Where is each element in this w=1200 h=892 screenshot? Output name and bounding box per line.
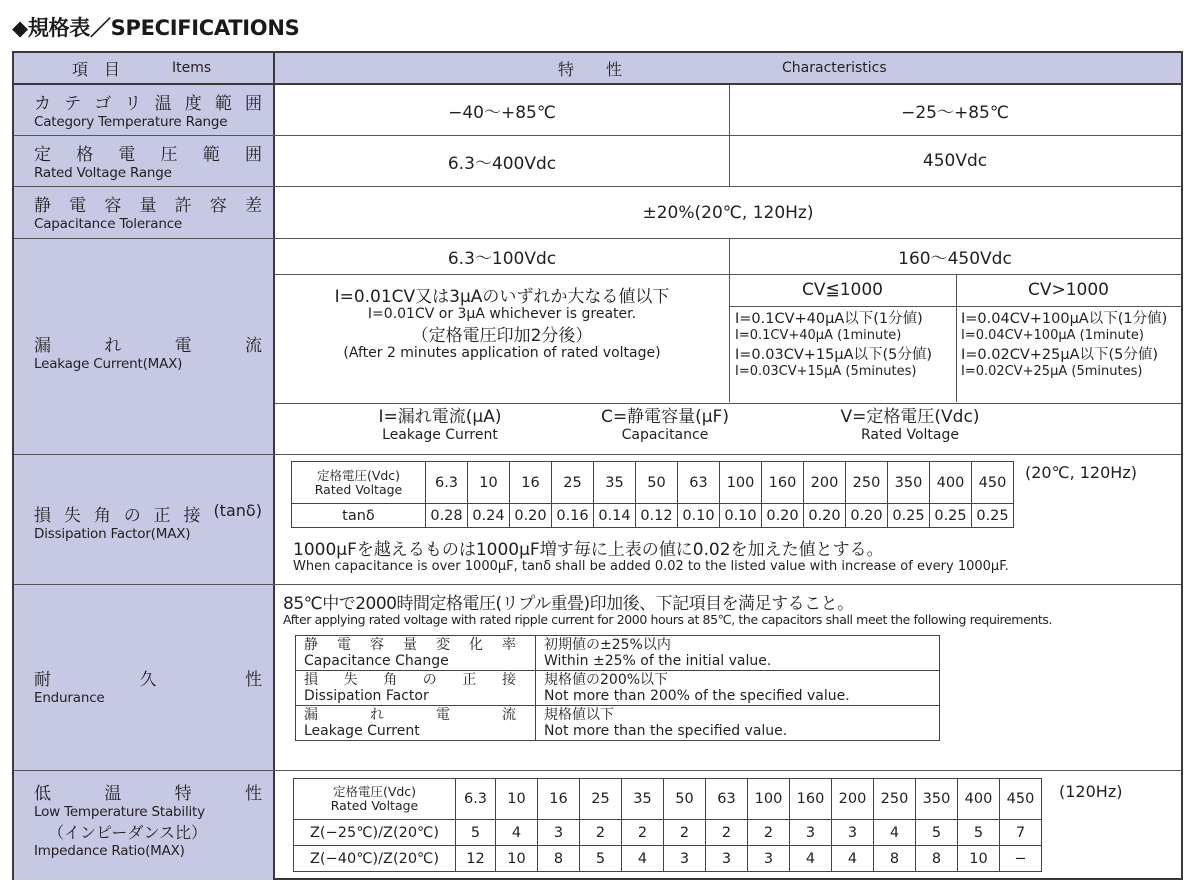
cv-gt-1000-header: CV>1000	[1027, 280, 1109, 300]
row-leakage-current	[14, 239, 1181, 455]
impedance-ratio-table: 定格電圧(Vdc) Rated Voltage 6.3 10 16 25 35 50 63 100 160 200 250 350 400 450 Z(−25℃)/Z(20℃) 5 4 3 2 2 2 2 2 3 3 4 5 5 7 Z(−40℃)/Z(20℃) 12 10 8 5 4 3 3 3 4 4 8 8 10 −	[293, 778, 1042, 872]
legend-capacitance: C=静電容量(μF) Capacitance	[601, 407, 729, 443]
label-jp: カ テ ゴ リ 温 度 範 囲	[34, 94, 262, 114]
voltage-header: 定格電圧(Vdc) Rated Voltage	[294, 779, 456, 820]
header-row	[14, 53, 1181, 85]
endurance-intro-en: After applying rated voltage with rated ripple current for 2000 hours at 85℃, the capacitors shall meet the following requirements.	[283, 612, 1053, 627]
row-endurance	[14, 585, 1181, 771]
label-en: Capacitance Tolerance	[34, 216, 183, 232]
voltage-header: 定格電圧(Vdc) Rated Voltage	[292, 462, 426, 504]
characteristics-header-en: Characteristics	[782, 60, 887, 76]
label-en: Low Temperature Stability	[34, 804, 205, 820]
legend-leakage: I=漏れ電流(μA) Leakage Current	[378, 407, 502, 443]
characteristics-header-jp: 特 性	[558, 59, 623, 79]
leakage-high-range: 160～450Vdc	[898, 249, 1012, 269]
tolerance-value: ±20%(20℃, 120Hz)	[642, 202, 814, 223]
items-header	[14, 53, 275, 83]
req-leakage-current: 漏 れ 電 流 Leakage Current 規格値以下 Not more than the specified value.	[296, 706, 940, 741]
label-jp: 定 格 電 圧 範 囲	[34, 145, 262, 165]
label-jp-2: （インピーダンス比）	[48, 823, 208, 842]
voltage-value-2: 450Vdc	[922, 151, 988, 171]
lowtemp-condition: (120Hz)	[1059, 782, 1123, 801]
label-en: Dissipation Factor(MAX)	[34, 526, 191, 542]
endurance-requirements-table	[295, 635, 940, 741]
label-jp: 静 電 容 量 許 容 差	[34, 196, 262, 216]
label-en: Category Temperature Range	[34, 114, 228, 130]
label-en: Leakage Current(MAX)	[34, 356, 183, 372]
label-en: Rated Voltage Range	[34, 165, 172, 181]
characteristics-header	[275, 53, 1181, 83]
dissipation-condition: (20℃, 120Hz)	[1025, 463, 1137, 482]
temp-value-2: −25～+85℃	[901, 102, 1009, 123]
label-jp: 漏 れ 電 流	[34, 336, 262, 356]
items-header-jp: 項 目	[72, 59, 121, 79]
req-capacitance-change: 静 電 容 量 変 化 率 Capacitance Change 初期値の±25%以内 Within ±25% of the initial value.	[296, 636, 940, 671]
dissipation-note-en: When capacitance is over 1000μF, tanδ shall be added 0.02 to the listed value with increase of every 1000μF.	[293, 559, 1009, 574]
leakage-low-range: 6.3～100Vdc	[447, 249, 557, 269]
dissipation-note-jp: 1000μFを越えるものは1000μF増す毎に上表の値に0.02を加えた値とする。	[293, 540, 884, 560]
cv-le-1000-formulas: I=0.1CV+40μA以下(1分値) I=0.1CV+40μA (1minute) I=0.03CV+15μA以下(5分値) I=0.03CV+15μA (5minutes)	[735, 311, 933, 379]
endurance-intro-jp: 85℃中で2000時間定格電圧(リプル重畳)印加後、下記項目を満足すること。	[283, 594, 854, 614]
row-capacitance-tolerance	[14, 187, 1181, 239]
label-jp: 損 失 角 の 正 接 (tanδ)	[34, 501, 262, 526]
row-dissipation-factor	[14, 455, 1181, 585]
leakage-low-text: I=0.01CV又は3μAのいずれか大なる値以下 I=0.01CV or 3μA whichever is greater. （定格電圧印加2分後） (After 2 minutes application of rated voltage)	[334, 287, 670, 361]
tan-delta-table: 定格電圧(Vdc) Rated Voltage 6.3 10 16 25 35 50 63 100 160 200 250 350 400 450 tanδ 0.28 0.24 0.20 0.16 0.14 0.12 0.10 0.10 0.20 0.20 0.20 0.25 0.25 0.25	[291, 461, 1014, 528]
items-header-en: Items	[172, 60, 212, 76]
label-en-2: Impedance Ratio(MAX)	[34, 843, 185, 859]
row-rated-voltage	[14, 136, 1181, 187]
specifications-table	[12, 51, 1183, 880]
label-en: Endurance	[34, 690, 105, 706]
row-low-temperature	[14, 771, 1181, 880]
label-jp: 耐 久 性	[34, 670, 262, 690]
label-jp: 低 温 特 性	[34, 784, 262, 804]
req-dissipation-factor: 損 失 角 の 正 接 Dissipation Factor 規格値の200%以下 Not more than 200% of the specified value.	[296, 671, 940, 706]
temp-value-1: −40～+85℃	[448, 102, 556, 123]
cv-le-1000-header: CV≦1000	[801, 280, 883, 300]
row-category-temperature	[14, 85, 1181, 136]
page-title: ◆規格表／SPECIFICATIONS	[12, 16, 300, 40]
legend-rated-voltage: V=定格電圧(Vdc) Rated Voltage	[840, 407, 980, 443]
cv-gt-1000-formulas: I=0.04CV+100μA以下(1分値) I=0.04CV+100μA (1minute) I=0.02CV+25μA以下(5分値) I=0.02CV+25μA (5minutes)	[961, 311, 1168, 379]
voltage-value-1: 6.3～400Vdc	[447, 153, 557, 174]
